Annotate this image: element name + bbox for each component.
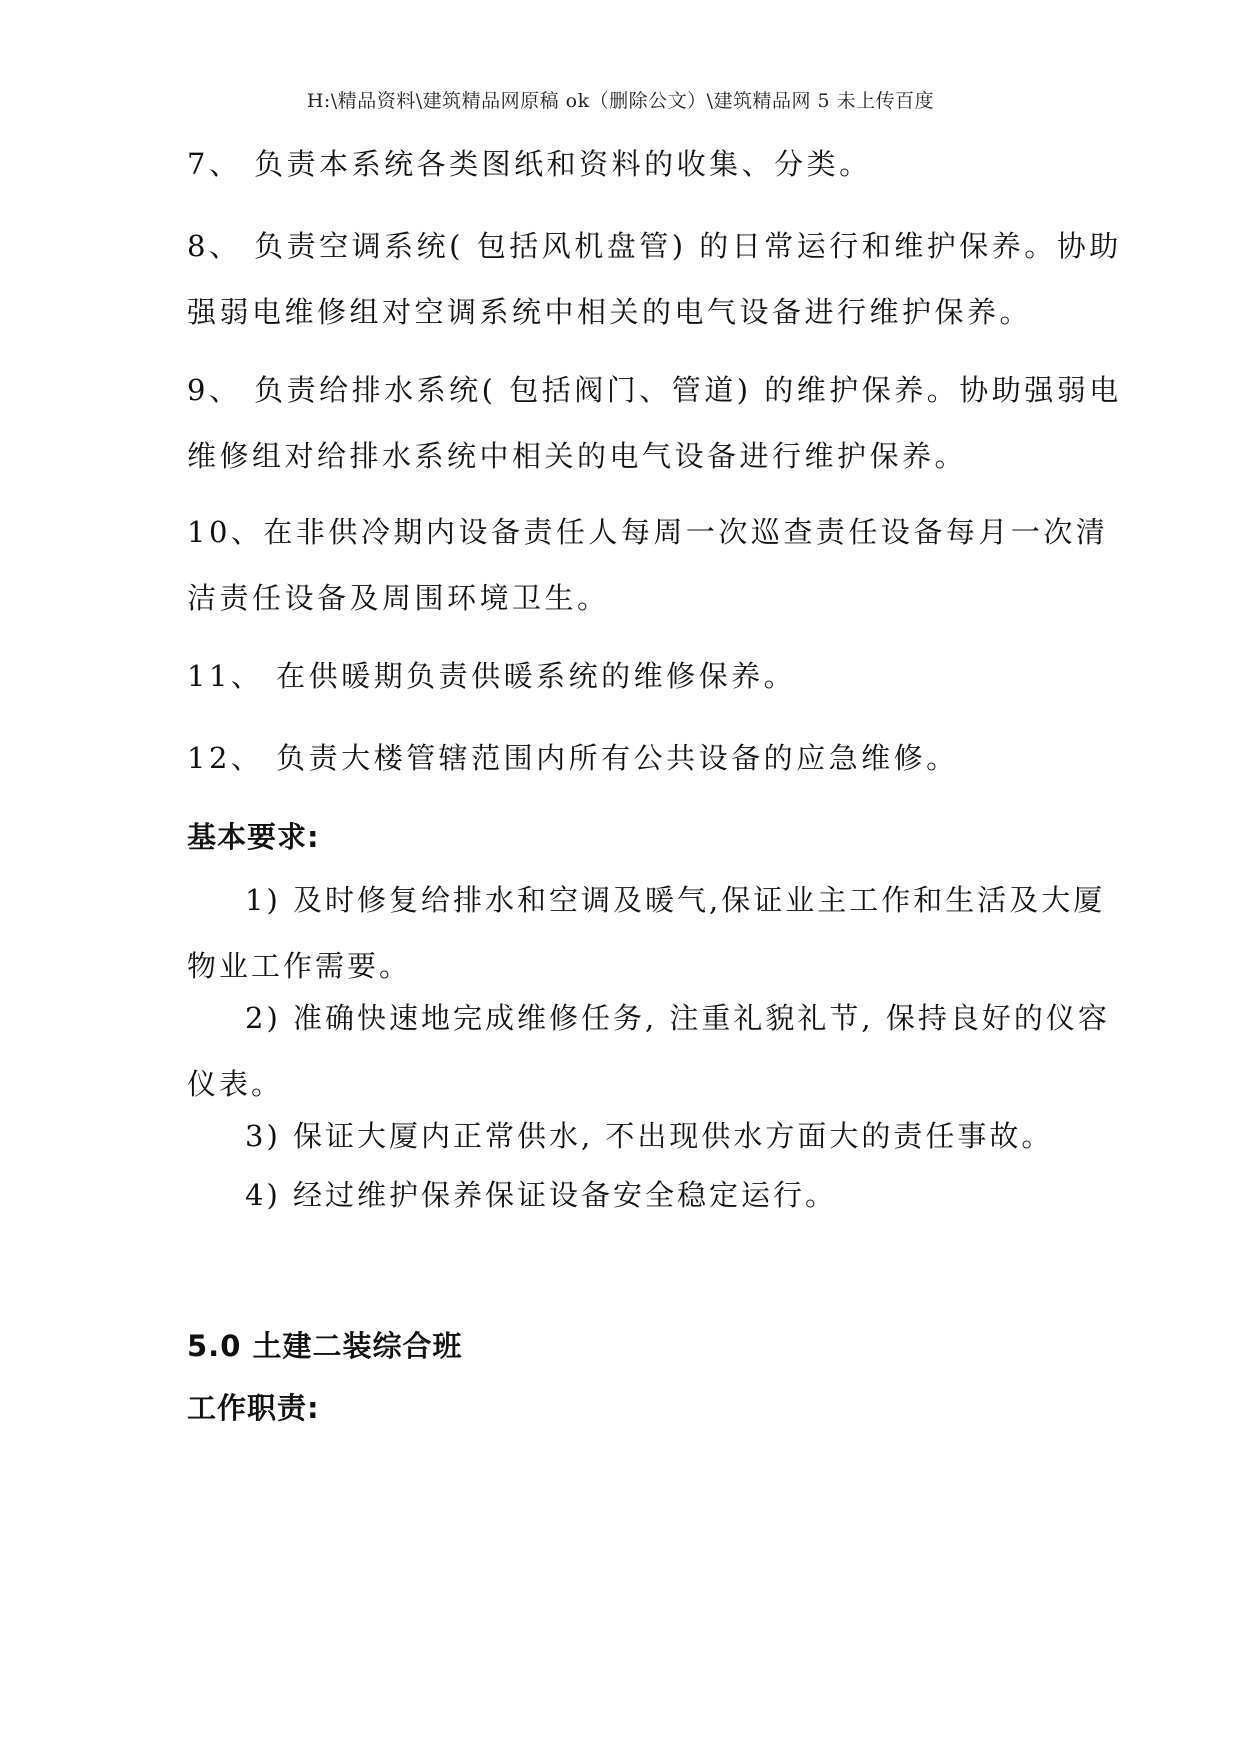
duty-line: 11、 在供暖期负责供暖系统的维修保养。 (187, 659, 797, 693)
duty-item-10 (187, 499, 1109, 631)
requirement-first-line: 4) 经过维护保养保证设备安全稳定运行。 (245, 1178, 837, 1212)
duty-line: 维修组对给排水系统中相关的电气设备进行维护保养。 (187, 439, 968, 473)
duty-line: 12、 负责大楼管辖范围内所有公共设备的应急维修。 (187, 741, 959, 775)
duty-item-11 (187, 643, 1087, 709)
duty-line: 7、 负责本系统各类图纸和资料的收集、分类。 (187, 147, 872, 181)
requirement-first-line: 3) 保证大厦内正常供水, 不出现供水方面大的责任事故。 (245, 1119, 1054, 1153)
duty-item-8 (187, 213, 1122, 345)
section-subheading: 工作职责: (187, 1391, 320, 1425)
duty-line: 8、 负责空调系统( 包括风机盘管) 的日常运行和维护保养。协助 (187, 229, 1122, 263)
requirement-first-line: 1) 及时修复给排水和空调及暖气,保证业主工作和生活及大厦 (245, 883, 1106, 917)
requirement-item-3 (187, 1103, 1087, 1169)
requirement-first-line: 2) 准确快速地完成维修任务, 注重礼貌礼节, 保持良好的仪容 (245, 1001, 1110, 1035)
duty-line: 洁责任设备及周围环境卫生。 (187, 581, 610, 615)
duty-item-12 (187, 725, 1087, 791)
duty-item-9 (187, 357, 1122, 489)
requirement-item-1 (187, 867, 1106, 999)
requirements-heading: 基本要求: (187, 820, 320, 854)
section-title: 5.0 土建二装综合班 (187, 1329, 463, 1363)
duty-item-7 (187, 131, 1087, 197)
duty-line: 9、 负责给排水系统( 包括阀门、管道) 的维护保养。协助强弱电 (187, 373, 1122, 407)
requirement-item-2 (187, 985, 1110, 1117)
duty-line: 强弱电维修组对空调系统中相关的电气设备进行维护保养。 (187, 295, 1033, 329)
duty-line: 10、在非供冷期内设备责任人每周一次巡查责任设备每月一次清 (187, 515, 1109, 549)
requirement-continuation: 物业工作需要。 (187, 949, 412, 983)
requirement-item-4 (187, 1162, 1087, 1228)
page-header-path: H:\精品资料\建筑精品网原稿 ok（删除公文）\建筑精品网 5 未上传百度 (306, 90, 935, 112)
requirement-continuation: 仪表。 (187, 1067, 284, 1101)
